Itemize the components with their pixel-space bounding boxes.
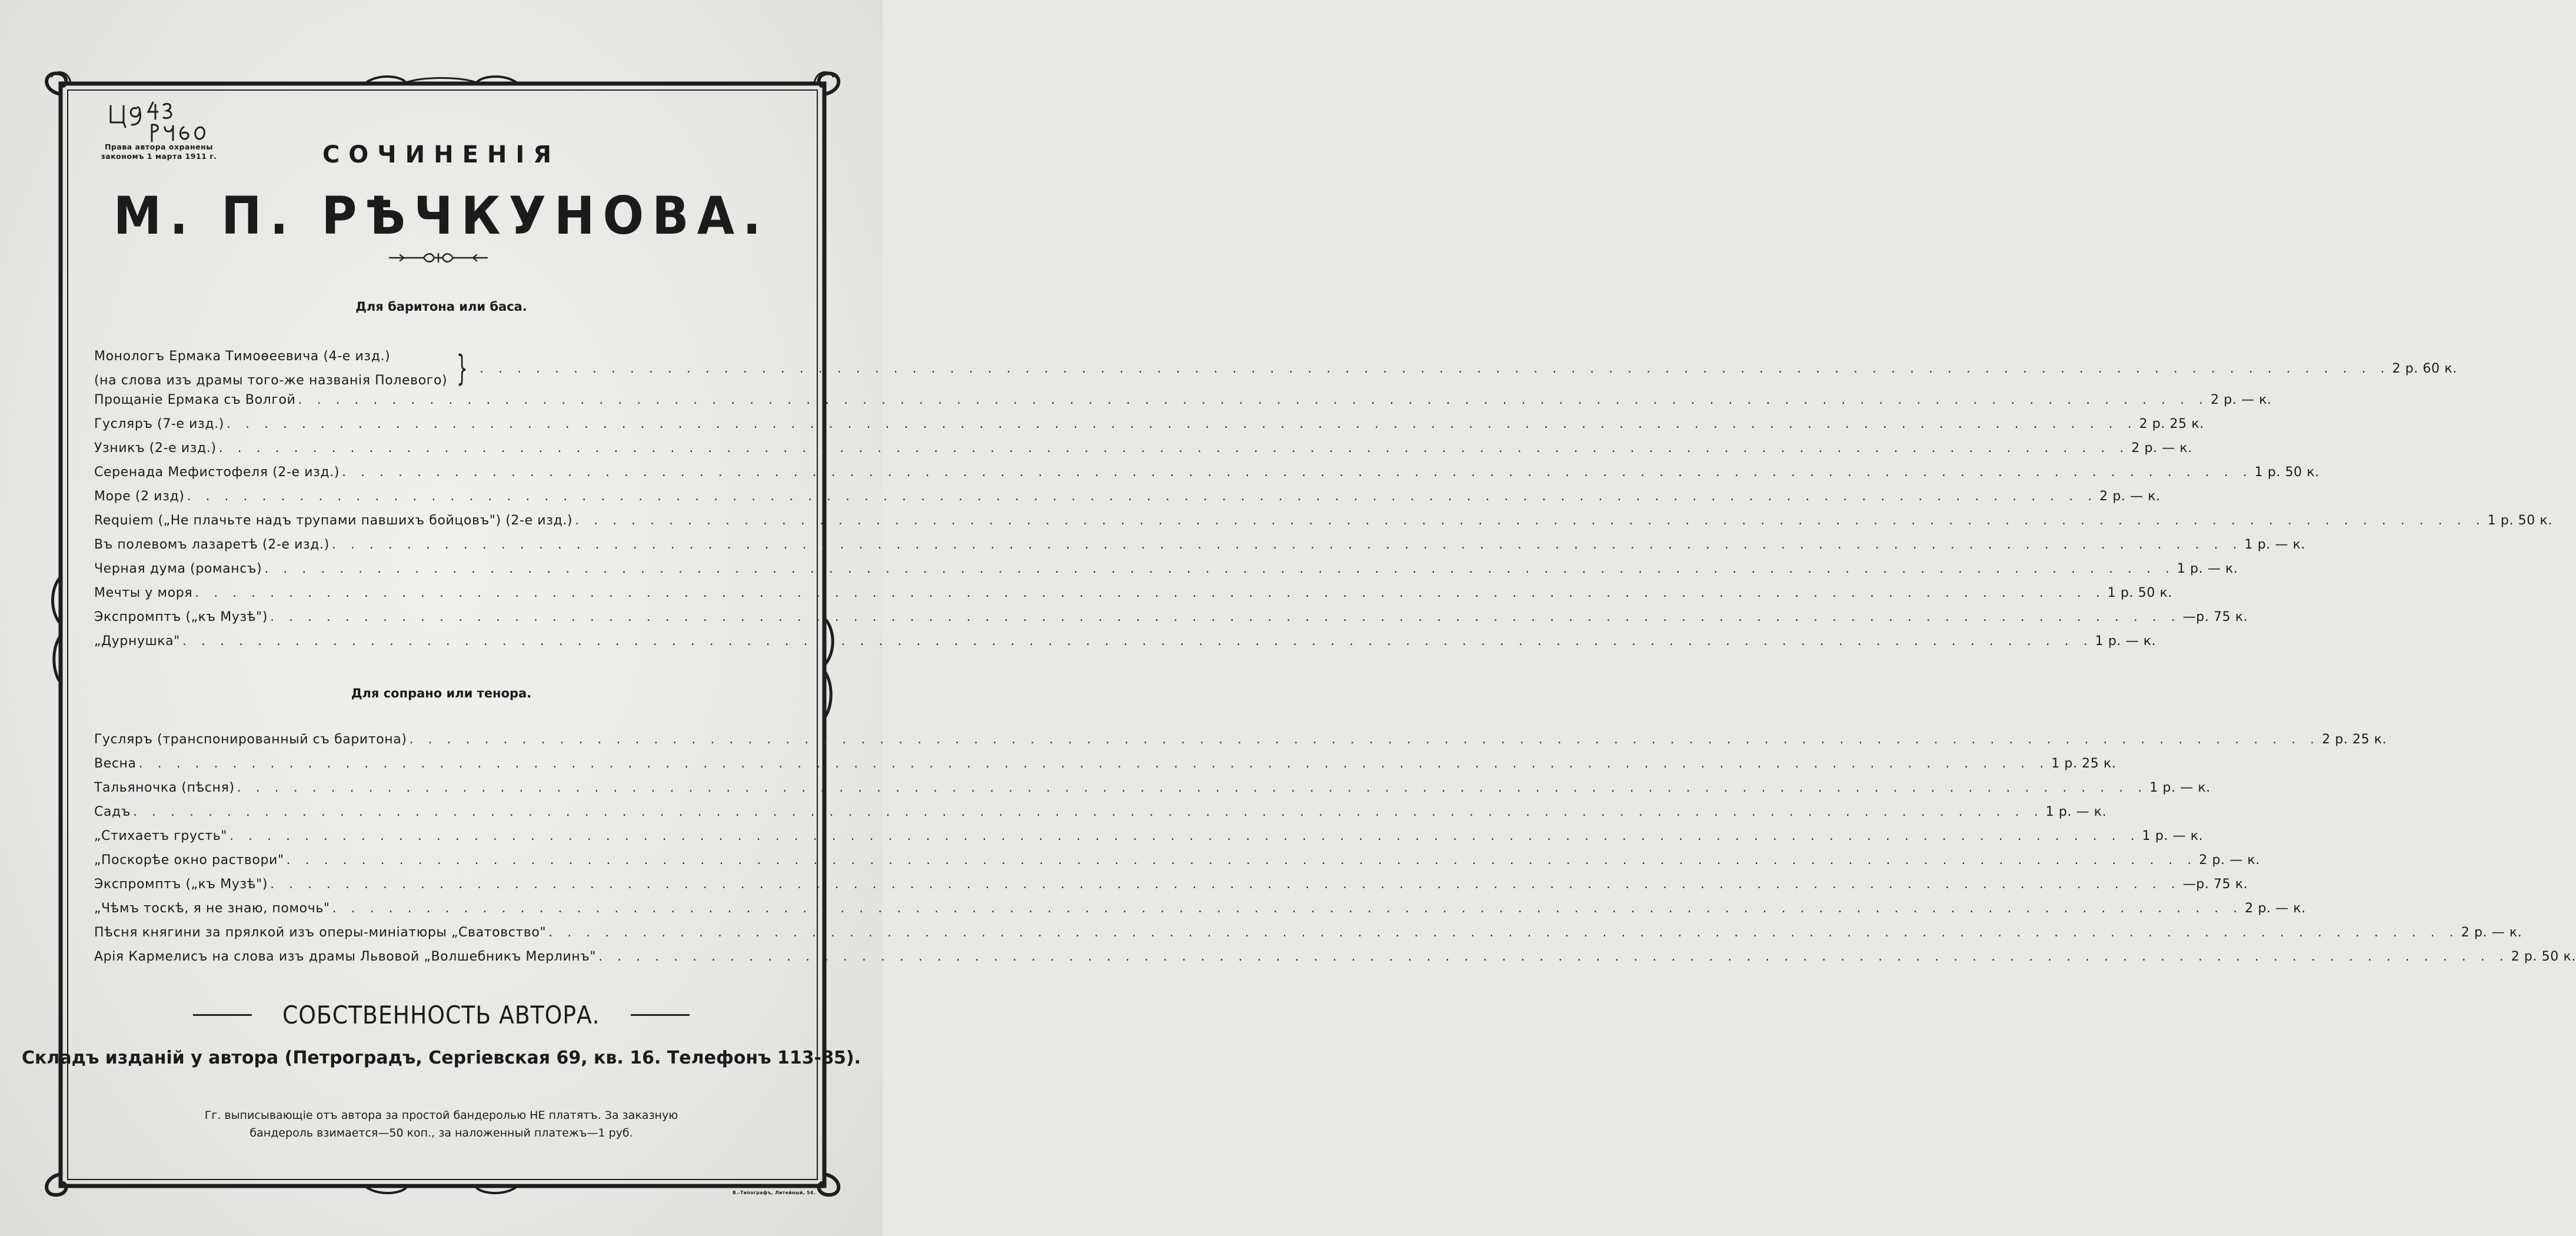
shipping-note-line-1: Гг. выписывающіе отъ автора за простой бандеролью НЕ платятъ. За заказную xyxy=(204,1109,678,1122)
list-item-price: 2 р. — к. xyxy=(2099,489,2161,504)
section-heading-soprano: Для сопрано или тенора. xyxy=(351,686,532,700)
list-item-price: 2 р. 50 к. xyxy=(2511,949,2576,964)
list-item-title: Арія Кармелисъ на слова изъ драмы Львовой „Волшебникъ Мерлинъ" xyxy=(94,949,597,964)
list-item xyxy=(94,877,2248,901)
leader-dots: . . . . . . . . . . . . . . . . . . . . . . . . . . . . . . . . . . . . . . . . . . . . . . . . . . . . . . . . . . . . . . . . . . . . . . . . . . . . . . . . . . . . . . . . . . . . . . . . . . . . . . xyxy=(229,829,2140,843)
list-item-title: Requiem („Не плачьте надъ трупами павшихъ бойцовъ") (2-е изд.) xyxy=(94,513,573,528)
list-item-title: „Чѣмъ тоскѣ, я не знаю, помочь" xyxy=(94,901,330,916)
list-item-title: „Стихаетъ грусть" xyxy=(94,829,227,843)
leader-dots: . . . . . . . . . . . . . . . . . . . . . . . . . . . . . . . . . . . . . . . . . . . . . . . . . . . . . . . . . . . . . . . . . . . . . . . . . . . . . . . . . . . . . . . . . . . . . . . . . . . . . . xyxy=(226,417,2137,431)
leader-dots: . . . . . . . . . . . . . . . . . . . . . . . . . . . . . . . . . . . . . . . . . . . . . . . . . . . . . . . . . . . . . . . . . . . . . . . . . . . . . . . . . . . . . . . . . . . . . . . . . . . . . . xyxy=(598,949,2509,964)
printer-imprint: В.-Типографъ, Литейный, 54. xyxy=(733,1190,816,1195)
leader-dots: . . . . . . . . . . . . . . . . . . . . . . . . . . . . . . . . . . . . . . . . . . . . . . . . . . . . . . . . . . . . . . . . . . . . . . . . . . . . . . . . . . . . . . . . . . . . . . . . . . . . . . xyxy=(264,561,2175,576)
list-item xyxy=(94,901,2306,925)
list-item-title: Экспромптъ („къ Музѣ") xyxy=(94,877,268,892)
leader-dots: . . . . . . . . . . . . . . . . . . . . . . . . . . . . . . . . . . . . . . . . . . . . . . . . . . . . . . . . . . . . . . . . . . . . . . . . . . . . . . . . . . . . . . . . . . . . . . . . . . . . . . xyxy=(298,393,2209,407)
warehouse-address: Складъ изданій у автора (Петроградъ, Сергіевская 69, кв. 16. Телефонъ 113-85). xyxy=(22,1048,861,1068)
list-item xyxy=(94,465,2319,489)
leader-dots: . . . . . . . . . . . . . . . . . . . . . . . . . . . . . . . . . . . . . . . . . . . . . . . . . . . . . . . . . . . . . . . . . . . . . . . . . . . . . . . . . . . . . . . . . . . . . . . . . . . . . . xyxy=(479,361,2390,376)
list-item-price: 1 р. — к. xyxy=(2095,634,2156,649)
copyright-line-2: закономъ 1 марта 1911 г. xyxy=(101,152,217,161)
leader-dots: . . . . . . . . . . . . . . . . . . . . . . . . . . . . . . . . . . . . . . . . . . . . . . . . . . . . . . . . . . . . . . . . . . . . . . . . . . . . . . . . . . . . . . . . . . . . . . . . . . . . . . xyxy=(548,925,2459,940)
list-item xyxy=(94,853,2260,877)
leader-dots: . . . . . . . . . . . . . . . . . . . . . . . . . . . . . . . . . . . . . . . . . . . . . . . . . . . . . . . . . . . . . . . . . . . . . . . . . . . . . . . . . . . . . . . . . . . . . . . . . . . . . . xyxy=(237,780,2148,795)
list-item xyxy=(94,829,2204,853)
list-item-price: 2 р. — к. xyxy=(2461,925,2522,940)
list-item xyxy=(94,949,2576,973)
leader-dots: . . . . . . . . . . . . . . . . . . . . . . . . . . . . . . . . . . . . . . . . . . . . . . . . . . . . . . . . . . . . . . . . . . . . . . . . . . . . . . . . . . . . . . . . . . . . . . . . . . . . . . xyxy=(270,610,2181,624)
leader-dots: . . . . . . . . . . . . . . . . . . . . . . . . . . . . . . . . . . . . . . . . . . . . . . . . . . . . . . . . . . . . . . . . . . . . . . . . . . . . . . . . . . . . . . . . . . . . . . . . . . . . . . xyxy=(286,853,2197,868)
list-item xyxy=(94,537,2306,561)
list-item xyxy=(94,805,2107,829)
list-item xyxy=(94,417,2204,441)
list-item-title: Пѣсня княгини за прялкой изъ оперы-миніатюры „Сватовство" xyxy=(94,925,547,940)
list-item-title: Въ полевомъ лазаретѣ (2-е изд.) xyxy=(94,537,330,552)
copyright-line-1: Права автора охранены xyxy=(104,142,214,151)
catalog-handwritten-mark xyxy=(106,94,224,147)
list-item xyxy=(94,732,2387,756)
list-item xyxy=(94,925,2522,949)
list-item xyxy=(94,586,2173,610)
list-item-title: Тальяночка (пѣсня) xyxy=(94,780,235,795)
list-item-title: Гусляръ (7-е изд.) xyxy=(94,417,224,431)
pair-title-line-1: Монологъ Ермака Тимоѳеевича (4-е изд.) xyxy=(94,349,391,364)
list-item-price: —р. 75 к. xyxy=(2182,610,2248,624)
list-item-pair xyxy=(94,344,2457,393)
leader-dots: . . . . . . . . . . . . . . . . . . . . . . . . . . . . . . . . . . . . . . . . . . . . . . . . . . . . . . . . . . . . . . . . . . . . . . . . . . . . . . . . . . . . . . . . . . . . . . . . . . . . . . xyxy=(409,732,2320,747)
baritone-list xyxy=(94,344,2552,658)
leader-dots: . . . . . . . . . . . . . . . . . . . . . . . . . . . . . . . . . . . . . . . . . . . . . . . . . . . . . . . . . . . . . . . . . . . . . . . . . . . . . . . . . . . . . . . . . . . . . . . . . . . . . . xyxy=(331,537,2242,552)
works-title: СОЧИНЕНIЯ xyxy=(322,141,561,168)
list-item xyxy=(94,513,2552,537)
list-item-price: 2 р. — к. xyxy=(2245,901,2306,916)
leader-dots: . . . . . . . . . . . . . . . . . . . . . . . . . . . . . . . . . . . . . . . . . . . . . . . . . . . . . . . . . . . . . . . . . . . . . . . . . . . . . . . . . . . . . . . . . . . . . . . . . . . . . . xyxy=(133,805,2044,819)
list-item-price: 1 р. — к. xyxy=(2142,829,2204,843)
leader-dots: . . . . . . . . . . . . . . . . . . . . . . . . . . . . . . . . . . . . . . . . . . . . . . . . . . . . . . . . . . . . . . . . . . . . . . . . . . . . . . . . . . . . . . . . . . . . . . . . . . . . . . xyxy=(195,586,2105,600)
list-item-price: 2 р. 25 к. xyxy=(2322,732,2387,747)
shipping-note xyxy=(0,1107,883,1142)
leader-dots: . . . . . . . . . . . . . . . . . . . . . . . . . . . . . . . . . . . . . . . . . . . . . . . . . . . . . . . . . . . . . . . . . . . . . . . . . . . . . . . . . . . . . . . . . . . . . . . . . . . . . . xyxy=(218,441,2129,456)
list-item-title: „Поскорѣе окно раствори" xyxy=(94,853,284,868)
soprano-list xyxy=(94,732,2576,973)
list-item-price: —р. 75 к. xyxy=(2182,877,2248,892)
list-item-price: 1 р. — к. xyxy=(2176,561,2238,576)
list-item-title: Узникъ (2-е изд.) xyxy=(94,441,217,456)
leader-dots: . . . . . . . . . . . . . . . . . . . . . . . . . . . . . . . . . . . . . . . . . . . . . . . . . . . . . . . . . . . . . . . . . . . . . . . . . . . . . . . . . . . . . . . . . . . . . . . . . . . . . . xyxy=(575,513,2485,528)
right-rule xyxy=(631,1014,690,1016)
leader-dots: . . . . . . . . . . . . . . . . . . . . . . . . . . . . . . . . . . . . . . . . . . . . . . . . . . . . . . . . . . . . . . . . . . . . . . . . . . . . . . . . . . . . . . . . . . . . . . . . . . . . . . xyxy=(138,756,2049,771)
list-item-price: 1 р. 50 к. xyxy=(2487,513,2552,528)
author-property-text: СОБСТВЕННОСТЬ АВТОРА. xyxy=(282,1001,600,1029)
list-item-price: 2 р. 25 к. xyxy=(2139,417,2204,431)
author-property-banner xyxy=(0,1001,883,1029)
list-item-price: 1 р. — к. xyxy=(2244,537,2306,552)
list-item-title: Серенада Мефистофеля (2-е изд.) xyxy=(94,465,340,480)
list-item xyxy=(94,610,2248,634)
leader-dots: . . . . . . . . . . . . . . . . . . . . . . . . . . . . . . . . . . . . . . . . . . . . . . . . . . . . . . . . . . . . . . . . . . . . . . . . . . . . . . . . . . . . . . . . . . . . . . . . . . . . . . xyxy=(187,489,2098,504)
list-item xyxy=(94,393,2272,417)
list-item-price: 1 р. — к. xyxy=(2149,780,2211,795)
leader-dots: . . . . . . . . . . . . . . . . . . . . . . . . . . . . . . . . . . . . . . . . . . . . . . . . . . . . . . . . . . . . . . . . . . . . . . . . . . . . . . . . . . . . . . . . . . . . . . . . . . . . . . xyxy=(332,901,2243,916)
list-item xyxy=(94,489,2161,513)
list-item-title: Прощаніе Ермака съ Волгой xyxy=(94,393,296,407)
list-item-title: Экспромптъ („къ Музѣ") xyxy=(94,610,268,624)
composer-name: М. П. РѢЧКУНОВА. xyxy=(113,186,770,247)
list-item xyxy=(94,634,2156,658)
shipping-note-line-2: бандероль взимается—50 коп., за наложенный платежъ—1 руб. xyxy=(249,1127,633,1139)
pair-title-line-2: (на слова изъ драмы того-же названія Полевого) xyxy=(94,373,448,388)
list-item-title: Гусляръ (транспонированный съ баритона) xyxy=(94,732,407,747)
section-heading-baritone: Для баритона или баса. xyxy=(355,300,527,314)
list-item-price: 1 р. 50 к. xyxy=(2107,586,2173,600)
list-item-price: 1 р. 50 к. xyxy=(2254,465,2319,480)
leader-dots: . . . . . . . . . . . . . . . . . . . . . . . . . . . . . . . . . . . . . . . . . . . . . . . . . . . . . . . . . . . . . . . . . . . . . . . . . . . . . . . . . . . . . . . . . . . . . . . . . . . . . . xyxy=(182,634,2093,649)
list-item xyxy=(94,441,2192,465)
list-item-price: 2 р. — к. xyxy=(2199,853,2260,868)
list-item-title: Весна xyxy=(94,756,137,771)
list-item-price: 2 р. 60 к. xyxy=(2392,361,2457,376)
list-item-title: Море (2 изд) xyxy=(94,489,185,504)
list-item-title: Мечты у моря xyxy=(94,586,193,600)
list-item-price: 2 р. — к. xyxy=(2131,441,2192,456)
list-item-title: Черная дума (романсъ) xyxy=(94,561,262,576)
list-item-title: Садъ xyxy=(94,805,131,819)
list-item-price: 1 р. 25 к. xyxy=(2051,756,2116,771)
list-item xyxy=(94,561,2238,586)
leader-dots: . . . . . . . . . . . . . . . . . . . . . . . . . . . . . . . . . . . . . . . . . . . . . . . . . . . . . . . . . . . . . . . . . . . . . . . . . . . . . . . . . . . . . . . . . . . . . . . . . . . . . . xyxy=(270,877,2181,892)
title-ornament xyxy=(388,250,488,265)
list-item-price: 1 р. — к. xyxy=(2045,805,2107,819)
list-item-price: 2 р. — к. xyxy=(2211,393,2272,407)
list-item xyxy=(94,780,2211,805)
leader-dots: . . . . . . . . . . . . . . . . . . . . . . . . . . . . . . . . . . . . . . . . . . . . . . . . . . . . . . . . . . . . . . . . . . . . . . . . . . . . . . . . . . . . . . . . . . . . . . . . . . . . . . xyxy=(342,465,2252,480)
left-rule xyxy=(193,1014,252,1016)
brace-glyph: } xyxy=(456,348,468,389)
list-item xyxy=(94,756,2116,780)
list-item-title: „Дурнушка" xyxy=(94,634,180,649)
